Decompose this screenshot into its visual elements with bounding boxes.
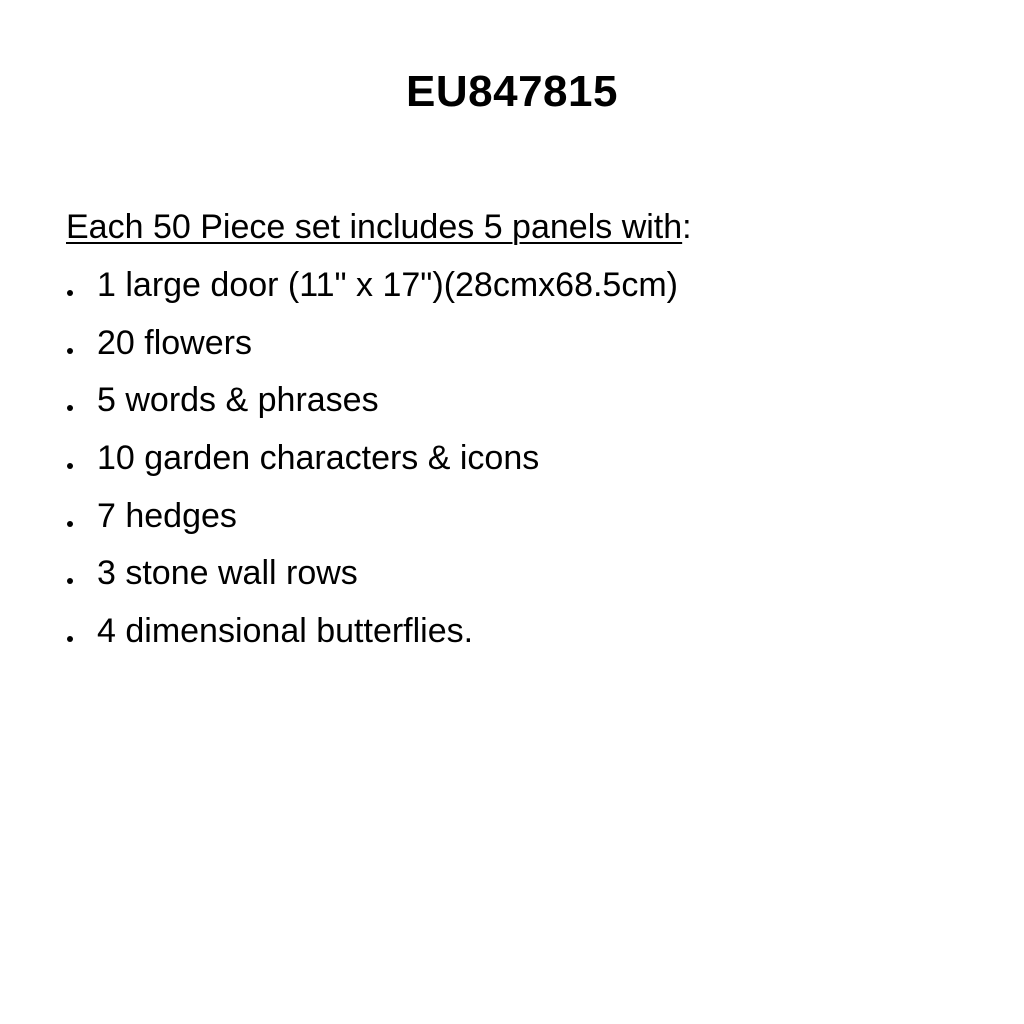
- list-item-text: 20 flowers: [97, 323, 252, 362]
- page-title: EU847815: [406, 67, 618, 116]
- bullet-icon: [67, 348, 73, 354]
- list-item-text: 1 large door (11" x 17")(28cmx68.5cm): [97, 266, 678, 304]
- bullet-icon: [67, 578, 73, 584]
- list-item-text: 3 stone wall rows: [97, 554, 358, 593]
- bullet-icon: [67, 636, 73, 642]
- bullet-icon: [67, 521, 73, 527]
- intro-underlined-text: Each 50 Piece set includes 5 panels with: [66, 208, 683, 246]
- bullet-icon: [67, 290, 73, 296]
- bullet-icon: [67, 405, 73, 411]
- list-item-text: 4 dimensional butterflies.: [97, 612, 474, 651]
- bullet-icon: [67, 463, 73, 469]
- intro-line: [66, 205, 692, 249]
- list-item-text: 5 words & phrases: [97, 381, 379, 420]
- list-item-text: 10 garden characters & icons: [97, 439, 540, 478]
- list-item-text: 7 hedges: [97, 496, 237, 535]
- intro-colon: :: [682, 208, 692, 246]
